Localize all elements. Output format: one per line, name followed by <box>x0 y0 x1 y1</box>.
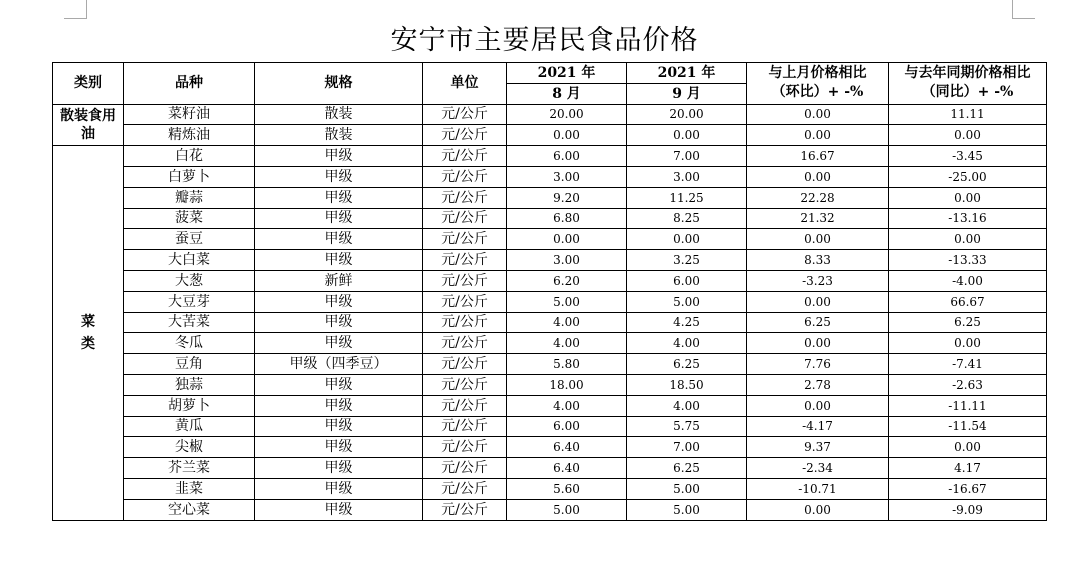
unit-cell: 元/公斤 <box>423 312 507 333</box>
aug-price-cell: 3.00 <box>507 166 627 187</box>
sep-price-cell: 7.00 <box>627 146 747 167</box>
sep-price-cell: 5.75 <box>627 416 747 437</box>
mom-change-cell: -4.17 <box>747 416 889 437</box>
yoy-change-cell: 0.00 <box>889 437 1047 458</box>
unit-cell: 元/公斤 <box>423 229 507 250</box>
sep-price-cell: 3.00 <box>627 166 747 187</box>
variety-cell: 白萝卜 <box>124 166 255 187</box>
unit-cell: 元/公斤 <box>423 187 507 208</box>
variety-cell: 空心菜 <box>124 499 255 520</box>
aug-price-cell: 6.00 <box>507 146 627 167</box>
unit-cell: 元/公斤 <box>423 250 507 271</box>
spec-cell: 甲级 <box>255 333 423 354</box>
header-row <box>53 63 1047 84</box>
variety-cell: 冬瓜 <box>124 333 255 354</box>
mom-change-cell: 0.00 <box>747 166 889 187</box>
mom-change-cell: 21.32 <box>747 208 889 229</box>
mom-change-cell: 0.00 <box>747 395 889 416</box>
spec-cell: 甲级 <box>255 395 423 416</box>
table-row <box>53 458 1047 479</box>
spec-cell: 新鲜 <box>255 270 423 291</box>
variety-cell: 大苦菜 <box>124 312 255 333</box>
header-mom <box>747 63 889 105</box>
variety-cell: 蚕豆 <box>124 229 255 250</box>
mom-change-cell: 22.28 <box>747 187 889 208</box>
table-row <box>53 395 1047 416</box>
unit-cell: 元/公斤 <box>423 478 507 499</box>
spec-cell: 散装 <box>255 104 423 125</box>
table-row <box>53 333 1047 354</box>
spec-cell: 甲级 <box>255 374 423 395</box>
variety-cell: 白花 <box>124 146 255 167</box>
sep-price-cell: 5.00 <box>627 291 747 312</box>
sep-price-cell: 7.00 <box>627 437 747 458</box>
aug-price-cell: 6.40 <box>507 437 627 458</box>
unit-cell: 元/公斤 <box>423 125 507 146</box>
spec-cell: 甲级 <box>255 458 423 479</box>
unit-cell: 元/公斤 <box>423 437 507 458</box>
mom-change-cell: 16.67 <box>747 146 889 167</box>
mom-change-cell: 0.00 <box>747 229 889 250</box>
spec-cell: 甲级 <box>255 478 423 499</box>
sep-price-cell: 4.25 <box>627 312 747 333</box>
header-mom-line2: （环比）+ -% <box>771 84 864 101</box>
aug-price-cell: 9.20 <box>507 187 627 208</box>
category-label: 菜类 <box>81 313 95 352</box>
page-title: 安宁市主要居民食品价格 <box>390 25 699 56</box>
mom-change-cell: -10.71 <box>747 478 889 499</box>
header-yoy-line1: 与去年同期价格相比 <box>904 65 1031 82</box>
unit-cell: 元/公斤 <box>423 270 507 291</box>
header-category: 类别 <box>53 63 124 105</box>
unit-cell: 元/公斤 <box>423 354 507 375</box>
unit-cell: 元/公斤 <box>423 374 507 395</box>
variety-cell: 韭菜 <box>124 478 255 499</box>
aug-price-cell: 20.00 <box>507 104 627 125</box>
variety-cell: 胡萝卜 <box>124 395 255 416</box>
spec-cell: 甲级 <box>255 437 423 458</box>
spec-cell: 甲级 <box>255 146 423 167</box>
variety-cell: 豆角 <box>124 354 255 375</box>
aug-price-cell: 3.00 <box>507 250 627 271</box>
table-row <box>53 125 1047 146</box>
header-aug-year: 2021 年 <box>507 63 627 84</box>
variety-cell: 菜籽油 <box>124 104 255 125</box>
table-row <box>53 354 1047 375</box>
mom-change-cell: 8.33 <box>747 250 889 271</box>
spec-cell: 甲级（四季豆） <box>255 354 423 375</box>
category-cell <box>53 146 124 520</box>
yoy-change-cell: -11.54 <box>889 416 1047 437</box>
yoy-change-cell: -4.00 <box>889 270 1047 291</box>
sep-price-cell: 0.00 <box>627 229 747 250</box>
header-unit: 单位 <box>423 63 507 105</box>
variety-cell: 芥兰菜 <box>124 458 255 479</box>
sep-price-cell: 8.25 <box>627 208 747 229</box>
unit-cell: 元/公斤 <box>423 333 507 354</box>
yoy-change-cell: 11.11 <box>889 104 1047 125</box>
table-row <box>53 250 1047 271</box>
aug-price-cell: 6.40 <box>507 458 627 479</box>
unit-cell: 元/公斤 <box>423 458 507 479</box>
sep-price-cell: 5.00 <box>627 499 747 520</box>
table-row <box>53 146 1047 167</box>
yoy-change-cell: -3.45 <box>889 146 1047 167</box>
table-row <box>53 187 1047 208</box>
header-yoy-line2: （同比）+ -% <box>921 84 1014 101</box>
yoy-change-cell: 0.00 <box>889 229 1047 250</box>
aug-price-cell: 6.00 <box>507 416 627 437</box>
aug-price-cell: 5.00 <box>507 499 627 520</box>
yoy-change-cell: 0.00 <box>889 187 1047 208</box>
aug-price-cell: 4.00 <box>507 395 627 416</box>
spec-cell: 甲级 <box>255 499 423 520</box>
mom-change-cell: 6.25 <box>747 312 889 333</box>
spec-cell: 甲级 <box>255 312 423 333</box>
table-row <box>53 104 1047 125</box>
table-row <box>53 229 1047 250</box>
table-row <box>53 270 1047 291</box>
yoy-change-cell: -13.33 <box>889 250 1047 271</box>
mom-change-cell: 2.78 <box>747 374 889 395</box>
yoy-change-cell: -9.09 <box>889 499 1047 520</box>
page-corner-mark-right <box>1012 0 1035 19</box>
spec-cell: 散装 <box>255 125 423 146</box>
spec-cell: 甲级 <box>255 250 423 271</box>
unit-cell: 元/公斤 <box>423 146 507 167</box>
header-yoy <box>889 63 1047 105</box>
header-sep-month: 9 月 <box>627 83 747 104</box>
unit-cell: 元/公斤 <box>423 416 507 437</box>
sep-price-cell: 11.25 <box>627 187 747 208</box>
table-row <box>53 416 1047 437</box>
spec-cell: 甲级 <box>255 166 423 187</box>
category-cell <box>53 104 124 146</box>
mom-change-cell: 0.00 <box>747 125 889 146</box>
header-mom-line1: 与上月价格相比 <box>768 65 867 82</box>
table-row <box>53 478 1047 499</box>
unit-cell: 元/公斤 <box>423 499 507 520</box>
table-row <box>53 291 1047 312</box>
mom-change-cell: -3.23 <box>747 270 889 291</box>
table-row <box>53 312 1047 333</box>
mom-change-cell: 0.00 <box>747 291 889 312</box>
table-row <box>53 166 1047 187</box>
mom-change-cell: 7.76 <box>747 354 889 375</box>
variety-cell: 菠菜 <box>124 208 255 229</box>
sep-price-cell: 6.00 <box>627 270 747 291</box>
yoy-change-cell: 0.00 <box>889 125 1047 146</box>
spec-cell: 甲级 <box>255 229 423 250</box>
variety-cell: 黄瓜 <box>124 416 255 437</box>
variety-cell: 大白菜 <box>124 250 255 271</box>
yoy-change-cell: -2.63 <box>889 374 1047 395</box>
aug-price-cell: 6.80 <box>507 208 627 229</box>
aug-price-cell: 5.00 <box>507 291 627 312</box>
sep-price-cell: 6.25 <box>627 354 747 375</box>
aug-price-cell: 6.20 <box>507 270 627 291</box>
spec-cell: 甲级 <box>255 291 423 312</box>
yoy-change-cell: -11.11 <box>889 395 1047 416</box>
spec-cell: 甲级 <box>255 416 423 437</box>
yoy-change-cell: -13.16 <box>889 208 1047 229</box>
sep-price-cell: 4.00 <box>627 395 747 416</box>
header-spec: 规格 <box>255 63 423 105</box>
unit-cell: 元/公斤 <box>423 395 507 416</box>
table-row <box>53 208 1047 229</box>
sep-price-cell: 4.00 <box>627 333 747 354</box>
yoy-change-cell: -16.67 <box>889 478 1047 499</box>
yoy-change-cell: 0.00 <box>889 333 1047 354</box>
variety-cell: 精炼油 <box>124 125 255 146</box>
variety-cell: 大葱 <box>124 270 255 291</box>
yoy-change-cell: 4.17 <box>889 458 1047 479</box>
yoy-change-cell: 6.25 <box>889 312 1047 333</box>
aug-price-cell: 18.00 <box>507 374 627 395</box>
header-aug-month: 8 月 <box>507 83 627 104</box>
page-corner-mark-left <box>64 0 87 19</box>
sep-price-cell: 5.00 <box>627 478 747 499</box>
price-table <box>52 62 1047 521</box>
table-row <box>53 374 1047 395</box>
sep-price-cell: 6.25 <box>627 458 747 479</box>
mom-change-cell: 9.37 <box>747 437 889 458</box>
unit-cell: 元/公斤 <box>423 291 507 312</box>
table-row <box>53 499 1047 520</box>
spec-cell: 甲级 <box>255 208 423 229</box>
unit-cell: 元/公斤 <box>423 208 507 229</box>
sep-price-cell: 0.00 <box>627 125 747 146</box>
sep-price-cell: 18.50 <box>627 374 747 395</box>
table-row <box>53 437 1047 458</box>
header-variety: 品种 <box>124 63 255 105</box>
variety-cell: 瓣蒜 <box>124 187 255 208</box>
unit-cell: 元/公斤 <box>423 166 507 187</box>
aug-price-cell: 4.00 <box>507 333 627 354</box>
aug-price-cell: 5.60 <box>507 478 627 499</box>
yoy-change-cell: 66.67 <box>889 291 1047 312</box>
aug-price-cell: 0.00 <box>507 125 627 146</box>
variety-cell: 大豆芽 <box>124 291 255 312</box>
mom-change-cell: 0.00 <box>747 333 889 354</box>
variety-cell: 独蒜 <box>124 374 255 395</box>
yoy-change-cell: -25.00 <box>889 166 1047 187</box>
mom-change-cell: -2.34 <box>747 458 889 479</box>
mom-change-cell: 0.00 <box>747 499 889 520</box>
aug-price-cell: 5.80 <box>507 354 627 375</box>
price-table-body <box>53 63 1047 521</box>
aug-price-cell: 0.00 <box>507 229 627 250</box>
unit-cell: 元/公斤 <box>423 104 507 125</box>
spec-cell: 甲级 <box>255 187 423 208</box>
mom-change-cell: 0.00 <box>747 104 889 125</box>
variety-cell: 尖椒 <box>124 437 255 458</box>
yoy-change-cell: -7.41 <box>889 354 1047 375</box>
sep-price-cell: 20.00 <box>627 104 747 125</box>
header-sep-year: 2021 年 <box>627 63 747 84</box>
sep-price-cell: 3.25 <box>627 250 747 271</box>
category-label: 散装食用油 <box>60 107 116 142</box>
aug-price-cell: 4.00 <box>507 312 627 333</box>
